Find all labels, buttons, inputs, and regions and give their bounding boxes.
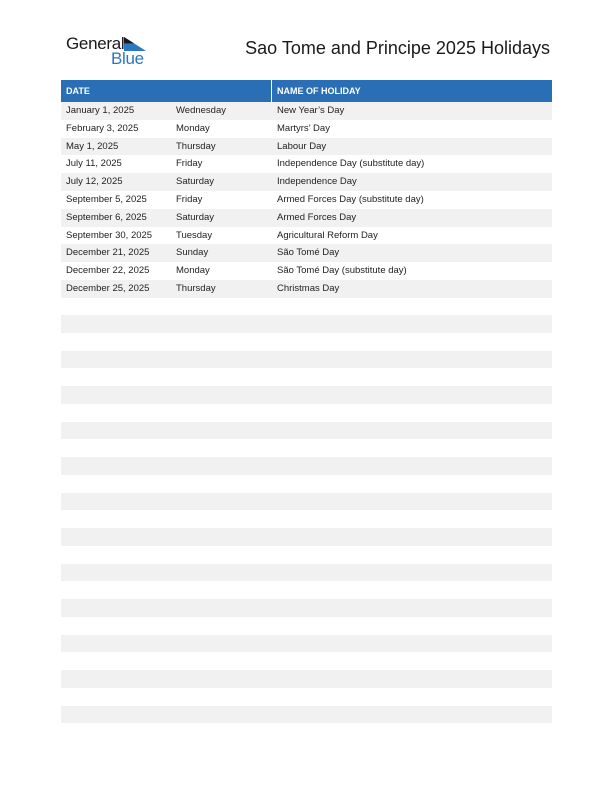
empty-row-stripe <box>61 422 552 440</box>
cell-holiday-name: Agricultural Reform Day <box>277 229 378 241</box>
cell-weekday: Saturday <box>176 176 215 188</box>
table-header <box>61 80 552 102</box>
cell-weekday: Friday <box>176 158 203 170</box>
table-row <box>61 209 552 227</box>
table-row <box>61 102 552 120</box>
cell-weekday: Saturday <box>176 211 215 223</box>
cell-date: February 3, 2025 <box>66 122 139 134</box>
cell-date: September 5, 2025 <box>66 193 147 205</box>
empty-row-stripe <box>61 457 552 475</box>
empty-row-stripe <box>61 564 552 582</box>
cell-holiday-name: Armed Forces Day (substitute day) <box>277 193 424 205</box>
cell-weekday: Friday <box>176 193 203 205</box>
cell-holiday-name: São Tomé Day (substitute day) <box>277 265 407 277</box>
empty-row-stripe <box>61 635 552 653</box>
cell-date: September 6, 2025 <box>66 211 147 223</box>
cell-holiday-name: Christmas Day <box>277 282 340 294</box>
table-row <box>61 227 552 245</box>
table-body <box>61 102 552 298</box>
empty-row-stripe <box>61 670 552 688</box>
cell-date: December 21, 2025 <box>66 247 150 259</box>
general-blue-logo <box>66 34 156 70</box>
cell-holiday-name: Independence Day (substitute day) <box>277 158 425 170</box>
empty-row-stripe <box>61 386 552 404</box>
empty-row-stripe <box>61 599 552 617</box>
cell-date: December 22, 2025 <box>66 265 150 277</box>
table-row <box>61 138 552 156</box>
cell-weekday: Sunday <box>176 247 209 259</box>
logo-word-blue: Blue <box>111 49 144 68</box>
empty-row-stripe <box>61 528 552 546</box>
cell-weekday: Wednesday <box>176 105 226 116</box>
empty-row-stripe <box>61 351 552 369</box>
logo-word-general: General <box>66 34 125 53</box>
cell-weekday: Tuesday <box>176 229 213 241</box>
table-row <box>61 191 552 209</box>
table-row <box>61 244 552 262</box>
table-row <box>61 173 552 191</box>
empty-row-stripe <box>61 493 552 511</box>
cell-weekday: Thursday <box>176 140 216 152</box>
cell-date: December 25, 2025 <box>66 282 150 294</box>
table-row <box>61 120 552 138</box>
header-holiday-name: NAME OF HOLIDAY <box>271 80 552 102</box>
cell-weekday: Monday <box>176 265 210 277</box>
cell-weekday: Monday <box>176 122 210 134</box>
cell-date: July 11, 2025 <box>66 158 122 170</box>
cell-date: May 1, 2025 <box>66 140 119 152</box>
cell-holiday-name: New Year’s Day <box>277 105 345 116</box>
cell-date: July 12, 2025 <box>66 176 123 188</box>
cell-weekday: Thursday <box>176 282 216 294</box>
holiday-table <box>61 80 552 298</box>
empty-row-stripe <box>61 706 552 724</box>
cell-holiday-name: Labour Day <box>277 140 327 152</box>
table-row <box>61 262 552 280</box>
cell-holiday-name: São Tomé Day <box>277 247 340 259</box>
table-row <box>61 280 552 298</box>
cell-holiday-name: Armed Forces Day <box>277 211 357 223</box>
empty-row-stripe <box>61 315 552 333</box>
cell-holiday-name: Martyrs’ Day <box>277 122 330 134</box>
cell-holiday-name: Independence Day <box>277 176 357 188</box>
header-date: DATE <box>66 86 90 96</box>
cell-date: January 1, 2025 <box>66 105 135 116</box>
page-title: Sao Tome and Principe 2025 Holidays <box>245 38 550 58</box>
table-row <box>61 155 552 173</box>
cell-date: September 30, 2025 <box>66 229 153 241</box>
